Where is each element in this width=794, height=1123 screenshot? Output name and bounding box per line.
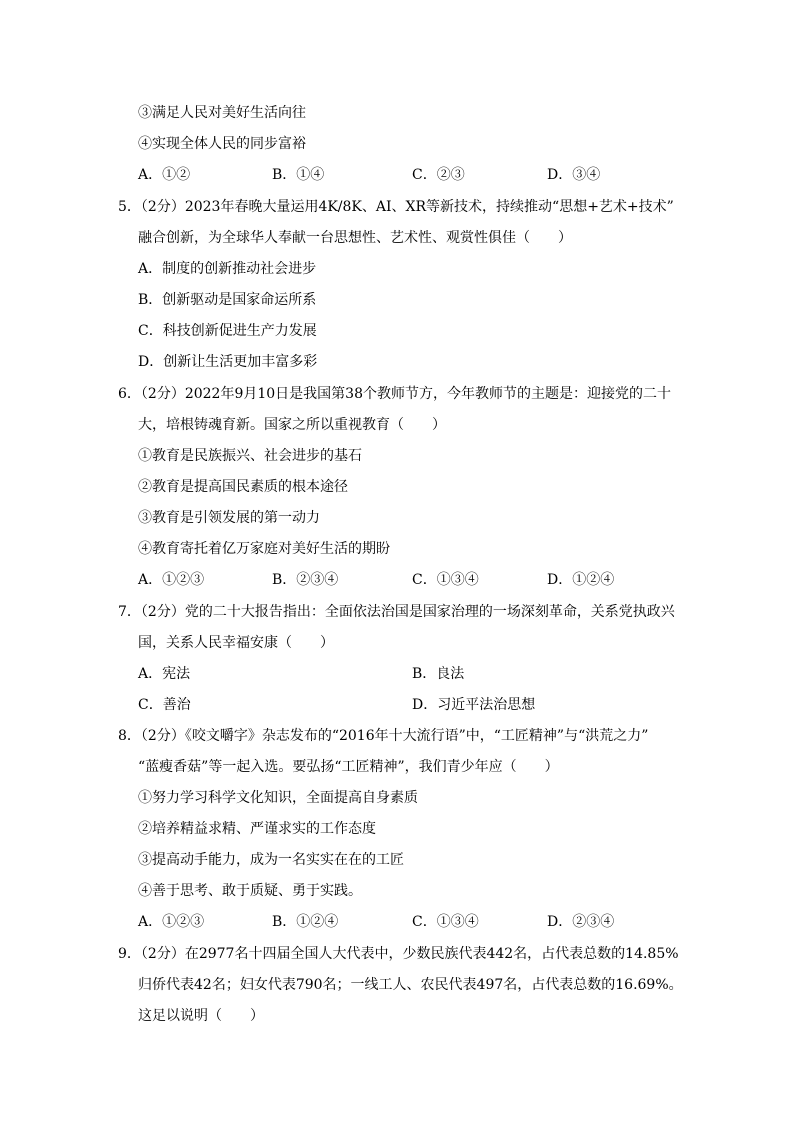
q8-item-2: ②培养精益求精、严谨求实的工作态度 [138,821,376,837]
q6-item-4: ④教育寄托着亿万家庭对美好生活的期盼 [138,541,390,557]
q4-item-3: ③满足人民对美好生活向往 [138,105,306,121]
q8-option-a: A．①②③ [138,914,205,930]
q8-option-b: B．①②④ [272,914,339,930]
q6-item-1: ①教育是民族振兴、社会进步的基石 [138,448,362,464]
q8-item-1: ①努力学习科学文化知识，全面提高自身素质 [138,790,418,806]
q5-option-b: B．创新驱动是国家命运所系 [138,292,317,308]
q7-stem-line1: 7．（2分）党的二十大报告指出：全面依法治国是国家治理的一场深刻革命，关系党执政兴 [118,604,675,620]
q5-stem-line1: 5．（2分）2023年春晚大量运用4K/8K、AI、XR等新技术，持续推动“思想+艺术+技术” [118,199,674,215]
q4-option-b: B．①④ [272,167,325,183]
q8-stem-line1: 8．（2分）《咬文嚼字》杂志发布的“2016年十大流行语”中，“工匠精神”与“洪荒之力” [118,728,649,744]
q6-stem-line2: 大，培根铸魂育新。国家之所以重视教育（ ） [138,417,446,433]
q7-option-b: B．良法 [412,666,465,682]
q8-item-4: ④善于思考、敢于质疑、勇于实践。 [138,883,362,899]
q9-stem-line2: 归侨代表42名；妇女代表790名；一线工人、农民代表497名，占代表总数的16.69%。 [138,977,683,993]
q4-option-a: A．①② [138,167,191,183]
q9-stem-line3: 这足以说明（ ） [138,1008,264,1024]
q4-option-d: D．③④ [547,167,601,183]
q4-item-4: ④实现全体人民的同步富裕 [138,136,306,152]
q8-option-c: C．①③④ [412,914,479,930]
q6-item-2: ②教育是提高国民素质的根本途径 [138,479,348,495]
q5-option-d: D．创新让生活更加丰富多彩 [138,354,318,370]
q8-item-3: ③提高动手能力，成为一名实实在在的工匠 [138,852,404,868]
q7-option-c: C．善治 [138,697,191,713]
q6-item-3: ③教育是引领发展的第一动力 [138,510,320,526]
q6-option-d: D．①②④ [547,572,615,588]
q8-stem-line2: “蓝瘦香菇”等一起入选。要弘扬“工匠精神”，我们青少年应（ ） [138,759,559,775]
q7-option-d: D．习近平法治思想 [412,697,536,713]
q5-stem-line2: 融合创新，为全球华人奉献一台思想性、艺术性、观赏性俱佳（ ） [138,230,572,246]
q5-option-c: C．科技创新促进生产力发展 [138,323,317,339]
q6-stem-line1: 6．（2分）2022年9月10日是我国第38个教师节方，今年教师节的主题是：迎接党的二十 [118,386,671,402]
q9-stem-line1: 9．（2分）在2977名十四届全国人大代表中，少数民族代表442名，占代表总数的14.85% [118,946,679,962]
q5-option-a: A．制度的创新推动社会进步 [138,261,317,277]
q4-option-c: C．②③ [412,167,465,183]
q7-option-a: A．宪法 [138,666,191,682]
q6-option-a: A．①②③ [138,572,205,588]
q6-option-c: C．①③④ [412,572,479,588]
q8-option-d: D．②③④ [547,914,615,930]
q6-option-b: B．②③④ [272,572,339,588]
q7-stem-line2: 国，关系人民幸福安康（ ） [138,635,334,651]
